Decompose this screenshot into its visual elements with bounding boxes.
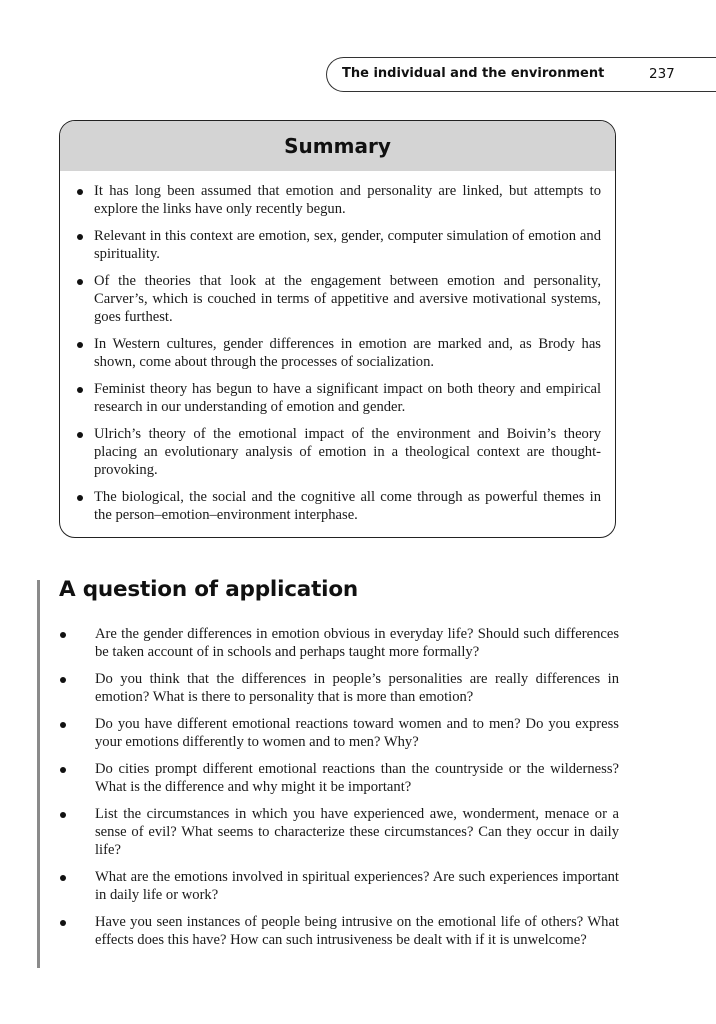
question-text: What are the emotions involved in spiritual experiences? Are such experiences important in daily life or work?: [95, 869, 619, 903]
running-head: [326, 57, 716, 92]
summary-header: [60, 121, 615, 171]
question-text: Have you seen instances of people being intrusive on the emotional life of others? What effects does this have? How can such intrusiveness be dealt with if it is unwelcome?: [95, 914, 619, 948]
question-text: Are the gender differences in emotion obvious in everyday life? Should such differences be taken account of in schools and perhaps taught more formally?: [95, 626, 619, 660]
bullet-icon: [77, 342, 83, 348]
question-text: List the circumstances in which you have experienced awe, wonderment, menace or a sense of evil? What seems to characterize these circumstances? Can they occur in daily life?: [95, 806, 619, 858]
bullet-icon: [77, 189, 83, 195]
bullet-icon: [60, 632, 66, 638]
question-item: [59, 805, 619, 859]
section-side-bar: [37, 580, 40, 968]
summary-item: [94, 425, 601, 479]
summary-item-text: Relevant in this context are emotion, sex, gender, computer simulation of emotion and spirituality.: [94, 228, 601, 262]
question-text: Do cities prompt different emotional reactions than the countryside or the wilderness? What is the difference and why might it be important?: [95, 761, 619, 795]
summary-item: [94, 380, 601, 416]
question-item: [59, 715, 619, 751]
summary-item: [94, 488, 601, 524]
bullet-icon: [60, 677, 66, 683]
summary-item: [94, 182, 601, 218]
page-number: 237: [649, 66, 675, 82]
question-item: [59, 760, 619, 796]
question-item: [59, 868, 619, 904]
summary-list: [60, 171, 615, 524]
question-item: [59, 625, 619, 661]
section-heading: A question of application: [59, 577, 359, 602]
bullet-icon: [77, 495, 83, 501]
summary-title: Summary: [284, 134, 391, 158]
application-questions-list: [59, 625, 619, 958]
bullet-icon: [60, 875, 66, 881]
summary-item-text: Of the theories that look at the engagement between emotion and personality, Carver’s, which is couched in terms of appetitive and aversive motivational systems, goes furthest.: [94, 273, 601, 325]
bullet-icon: [77, 432, 83, 438]
bullet-icon: [60, 722, 66, 728]
summary-item-text: The biological, the social and the cognitive all come through as powerful themes in the person–emotion–environment interphase.: [94, 489, 601, 523]
summary-item: [94, 335, 601, 371]
question-text: Do you think that the differences in people’s personalities are really differences in emotion? What is there to personality that is more than emotion?: [95, 671, 619, 705]
summary-item-text: Feminist theory has begun to have a significant impact on both theory and empirical research in our understanding of emotion and gender.: [94, 381, 601, 415]
summary-item-text: Ulrich’s theory of the emotional impact of the environment and Boivin’s theory placing an evolutionary analysis of emotion in a theological context are thought-provoking.: [94, 426, 601, 478]
running-head-title: The individual and the environment: [342, 66, 605, 81]
bullet-icon: [60, 920, 66, 926]
question-item: [59, 913, 619, 949]
summary-item-text: In Western cultures, gender differences in emotion are marked and, as Brody has shown, come about through the processes of socialization.: [94, 336, 601, 370]
bullet-icon: [77, 387, 83, 393]
summary-item: [94, 272, 601, 326]
bullet-icon: [60, 767, 66, 773]
bullet-icon: [77, 279, 83, 285]
summary-box: [59, 120, 616, 538]
summary-item: [94, 227, 601, 263]
bullet-icon: [60, 812, 66, 818]
bullet-icon: [77, 234, 83, 240]
question-item: [59, 670, 619, 706]
question-text: Do you have different emotional reactions toward women and to men? Do you express your emotions differently to women and to men? Why?: [95, 716, 619, 750]
summary-item-text: It has long been assumed that emotion and personality are linked, but attempts to explore the links have only recently begun.: [94, 183, 601, 217]
